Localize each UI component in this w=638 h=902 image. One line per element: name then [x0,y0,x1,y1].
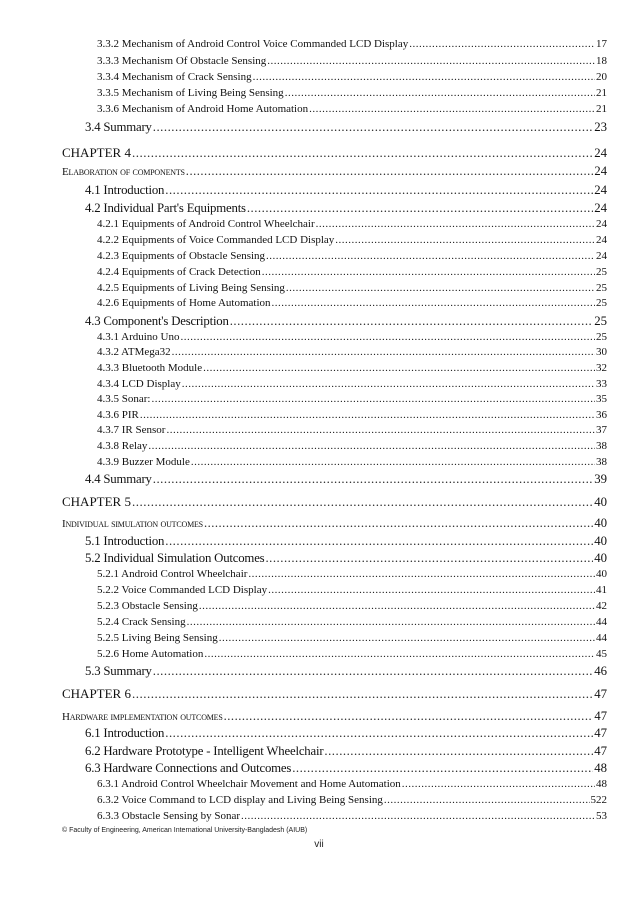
toc-entry-title: 4.3.7 IR Sensor [97,424,166,436]
toc-entry-title: 5.2.5 Living Being Sensing [97,632,218,644]
toc-entry-title: 4.3.2 ATMega32 [97,346,171,358]
toc-entry-title: CHAPTER 5 [62,494,131,509]
toc-leader-dots [151,393,595,405]
toc-entry-title: 4.2.6 Equipments of Home Automation [97,297,271,309]
toc-entry[interactable] [97,250,607,262]
toc-entry-title: 5.1 Introduction [85,534,165,548]
toc-entry-title: 6.2 Hardware Prototype - Intelligent Wheelchair [85,744,324,758]
toc-entry-page: 24 [594,164,607,178]
toc-entry[interactable] [97,584,607,596]
toc-leader-dots [191,456,595,468]
toc-leader-dots [335,234,595,246]
toc-entry[interactable] [62,516,607,531]
toc-entry[interactable] [97,568,607,580]
toc-leader-dots [153,120,593,135]
toc-entry-title: 4.2 Individual Part's Equipments [85,201,246,215]
toc-leader-dots [402,778,595,790]
toc-entry-title: 5.2.6 Home Automation [97,648,204,660]
toc-entry-title: 6.1 Introduction [85,726,165,740]
toc-leader-dots [153,472,593,487]
toc-leader-dots [266,250,595,262]
toc-leader-dots [204,516,593,531]
toc-entry[interactable] [85,534,607,549]
toc-entry-title: 4.3.4 LCD Display [97,378,181,390]
toc-entry-title: 4.3.9 Buzzer Module [97,456,190,468]
toc-entry-page: 21 [596,87,607,99]
toc-entry-page: 44 [596,616,607,628]
toc-entry-title: 3.4 Summary [85,120,152,134]
toc-entry-title: 5.2.3 Obstacle Sensing [97,600,198,612]
toc-entry-page: 35 [596,393,607,405]
toc-entry-page: 47 [594,744,607,758]
toc-entry-page: 25 [596,331,607,343]
toc-entry-title: 4.2.1 Equipments of Android Control Wheelchair [97,218,315,230]
toc-entry-title: 5.2.1 Android Control Wheelchair [97,568,248,580]
toc-entry-title: 5.2.4 Crack Sensing [97,616,186,628]
toc-entry[interactable] [85,472,607,487]
toc-entry-title: 4.1 Introduction [85,183,165,197]
toc-entry-title: 3.3.2 Mechanism of Android Control Voice Commanded LCD Display [97,38,409,50]
toc-entry[interactable] [62,709,607,724]
toc-entry-page: 32 [596,362,607,374]
toc-entry[interactable] [62,494,607,510]
toc-leader-dots [148,440,595,452]
toc-leader-dots [132,494,593,510]
toc-entry-page: 47 [594,709,607,723]
toc-leader-dots [262,266,595,278]
toc-leader-dots [253,71,595,83]
toc-entry[interactable] [97,55,607,67]
toc-entry-page: 25 [594,314,607,328]
toc-leader-dots [181,331,596,343]
toc-entry[interactable] [62,686,607,702]
toc-entry-page: 25 [596,266,607,278]
toc-entry-page: 24 [596,218,607,230]
toc-leader-dots [199,600,595,612]
toc-entry-page: 25 [596,282,607,294]
toc-leader-dots [316,218,595,230]
toc-entry-page: 39 [594,472,607,486]
toc-leader-dots [165,726,593,741]
toc-entry-page: 48 [594,761,607,775]
toc-leader-dots [186,164,594,179]
toc-leader-dots [187,616,595,628]
toc-entry-title: 3.3.6 Mechanism of Android Home Automation [97,103,309,115]
toc-entry[interactable] [97,331,607,343]
toc-leader-dots [203,362,595,374]
toc-entry[interactable] [97,87,607,99]
toc-entry-title: 4.4 Summary [85,472,152,486]
toc-leader-dots [166,424,595,436]
toc-entry-page: 24 [594,146,607,160]
toc-entry-page: 23 [594,120,607,134]
toc-entry[interactable] [97,218,607,230]
toc-entry-title: 6.3.3 Obstacle Sensing by Sonar [97,810,240,822]
toc-entry[interactable] [97,362,607,374]
toc-entry-page: 40 [594,516,607,530]
toc-entry-page: 17 [596,38,607,50]
toc-entry[interactable] [85,761,607,776]
toc-entry-page: 33 [596,378,607,390]
toc-entry-title: 5.2.2 Voice Commanded LCD Display [97,584,268,596]
toc-entry-page: 522 [590,794,607,806]
toc-entry[interactable] [85,201,607,216]
toc-entry-title: 4.2.3 Equipments of Obstacle Sensing [97,250,266,262]
toc-entry[interactable] [85,664,607,679]
toc-entry[interactable] [97,409,607,421]
toc-entry-title: 4.2.5 Equipments of Living Being Sensing [97,282,285,294]
toc-leader-dots [265,551,593,566]
toc-entry[interactable] [97,103,607,115]
toc-leader-dots [241,810,595,822]
toc-entry[interactable] [97,38,607,50]
toc-entry-title: 6.3.2 Voice Command to LCD display and Living Being Sensing [97,794,383,806]
toc-leader-dots [285,87,595,99]
toc-entry-page: 30 [596,346,607,358]
toc-entry[interactable] [97,71,607,83]
toc-entry-title: 4.3.5 Sonar: [97,393,151,405]
toc-entry-title: 3.3.5 Mechanism of Living Being Sensing [97,87,284,99]
footer-copyright: © Faculty of Engineering, American International University-Bangladesh (AIUB) [62,827,308,834]
toc-entry[interactable] [85,744,607,759]
toc-entry-page: 20 [596,71,607,83]
toc-entry-page: 24 [596,250,607,262]
toc-entry[interactable] [97,266,607,278]
toc-entry[interactable] [97,424,607,436]
toc-entry-page: 40 [596,568,607,580]
toc-leader-dots [247,201,593,216]
toc-entry[interactable] [85,314,607,329]
toc-leader-dots [132,686,593,702]
toc-entry-page: 41 [596,584,607,596]
toc-entry-title: 4.2.2 Equipments of Voice Commanded LCD Display [97,234,335,246]
toc-leader-dots [267,55,595,67]
toc-entry-title: 3.3.3 Mechanism Of Obstacle Sensing [97,55,267,67]
toc-leader-dots [286,282,595,294]
toc-leader-dots [165,183,593,198]
toc-entry-page: 48 [596,778,607,790]
toc-entry-page: 25 [596,297,607,309]
toc-leader-dots [224,709,594,724]
toc-entry-title: 4.3.1 Arduino Uno [97,331,180,343]
toc-entry-title: Hardware implementation outcomes [62,711,223,723]
toc-entry-page: 47 [594,726,607,740]
toc-entry-page: 24 [594,201,607,215]
toc-entry-page: 18 [596,55,607,67]
toc-entry[interactable] [97,648,607,660]
toc-leader-dots [292,761,593,776]
page-number: vii [314,839,324,850]
toc-leader-dots [248,568,595,580]
toc-entry-title: 4.3.6 PIR [97,409,139,421]
toc-leader-dots [172,346,595,358]
toc-leader-dots [219,632,595,644]
toc-entry[interactable] [85,120,607,135]
toc-entry[interactable] [62,164,607,179]
toc-entry-title: 3.3.4 Mechanism of Crack Sensing [97,71,252,83]
toc-entry-page: 40 [594,534,607,548]
toc-entry[interactable] [97,600,607,612]
toc-leader-dots [309,103,595,115]
toc-entry[interactable] [62,145,607,161]
toc-entry-page: 38 [596,440,607,452]
toc-entry-title: 5.3 Summary [85,664,152,678]
toc-entry[interactable] [97,810,607,822]
toc-entry[interactable] [97,234,607,246]
toc-entry[interactable] [97,632,607,644]
toc-entry-page: 38 [596,456,607,468]
toc-entry[interactable] [97,440,607,452]
toc-entry[interactable] [97,456,607,468]
toc-leader-dots [384,794,590,806]
toc-entry[interactable] [97,297,607,309]
toc-entry-title: 4.3.3 Bluetooth Module [97,362,203,374]
toc-entry[interactable] [97,393,607,405]
toc-entry-page: 24 [596,234,607,246]
toc-leader-dots [182,378,595,390]
toc-leader-dots [204,648,595,660]
toc-entry-title: 6.3 Hardware Connections and Outcomes [85,761,292,775]
toc-entry[interactable] [85,726,607,741]
toc-entry-page: 44 [596,632,607,644]
toc-leader-dots [230,314,594,329]
toc-entry-title: 4.3 Component's Description [85,314,229,328]
toc-entry[interactable] [97,282,607,294]
toc-leader-dots [140,409,595,421]
toc-entry-page: 47 [594,687,607,701]
toc-leader-dots [272,297,595,309]
toc-entry-page: 36 [596,409,607,421]
toc-leader-dots [132,145,593,161]
toc-entry-title: 5.2 Individual Simulation Outcomes [85,551,265,565]
toc-entry-title: 6.3.1 Android Control Wheelchair Movement and Home Automation [97,778,401,790]
toc-entry-title: 4.3.8 Relay [97,440,148,452]
toc-entry-title: CHAPTER 6 [62,686,131,701]
toc-entry[interactable] [97,778,607,790]
toc-entry[interactable] [97,378,607,390]
toc-entry-page: 40 [594,495,607,509]
toc-entry-page: 21 [596,103,607,115]
toc-leader-dots [268,584,595,596]
toc-entry-page: 40 [594,551,607,565]
toc-entry-page: 53 [596,810,607,822]
toc-entry-page: 24 [594,183,607,197]
toc-entry-title: CHAPTER 4 [62,145,131,160]
toc-entry-title: Elaboration of components [62,166,185,178]
toc-entry[interactable] [97,616,607,628]
toc-entry[interactable] [85,551,607,566]
toc-entry-page: 42 [596,600,607,612]
toc-leader-dots [165,534,593,549]
toc-entry[interactable] [97,794,607,806]
toc-entry[interactable] [97,346,607,358]
toc-entry-page: 37 [596,424,607,436]
toc-entry-title: Individual simulation outcomes [62,518,203,530]
toc-entry-page: 45 [596,648,607,660]
toc-entry-title: 4.2.4 Equipments of Crack Detection [97,266,261,278]
toc-leader-dots [324,744,593,759]
toc-leader-dots [409,38,595,50]
toc-entry[interactable] [85,183,607,198]
toc-leader-dots [153,664,593,679]
toc-entry-page: 46 [594,664,607,678]
